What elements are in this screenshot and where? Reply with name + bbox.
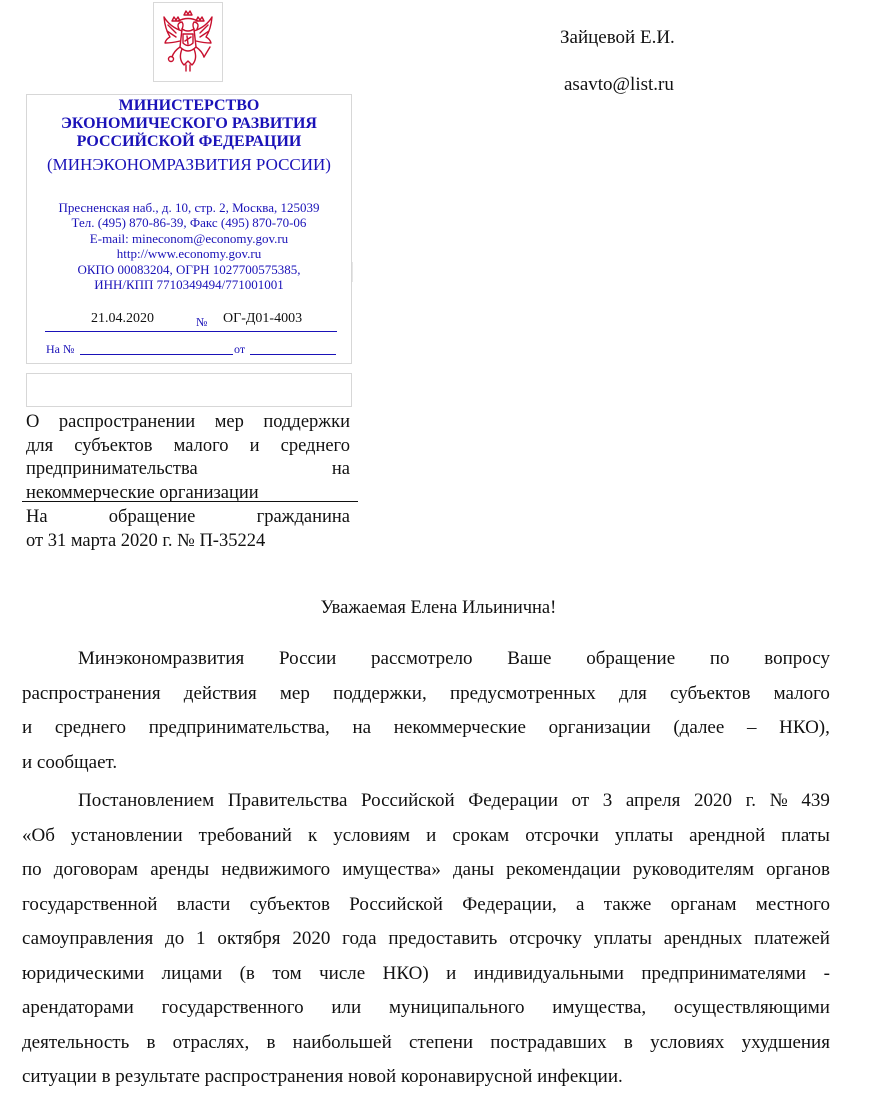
reference-date-label: от [234, 342, 246, 356]
word: (далее [673, 717, 725, 738]
word: некоммерческие организации [26, 482, 259, 503]
word: Ваше [507, 648, 552, 669]
ministry-title [27, 97, 351, 151]
word: 2020 [694, 790, 732, 811]
subject-line [26, 458, 350, 482]
ministry-title-line: МИНИСТЕРСТВО [118, 97, 260, 114]
word: аренды [150, 859, 210, 880]
russian-coat-of-arms-icon [160, 7, 216, 77]
word: государственной [22, 893, 158, 915]
word: в [146, 1031, 156, 1053]
ministry-contacts [27, 200, 351, 292]
word: (в [239, 962, 255, 984]
text-line [22, 853, 830, 888]
number-sign: № [196, 315, 208, 329]
word: арендных [663, 928, 743, 949]
ministry-stamp [26, 94, 352, 364]
outgoing-date-number-row [45, 311, 337, 332]
word: субъектов [670, 682, 751, 704]
word: или [331, 997, 362, 1018]
ministry-short-name: (МИНЭКОНОМРАЗВИТИЯ РОССИИ) [47, 155, 331, 174]
text-line [22, 957, 830, 992]
reference-number-line [80, 354, 233, 355]
word: муниципального [388, 997, 525, 1018]
word: даны [452, 859, 495, 880]
text-line [22, 677, 830, 712]
word: в [266, 1031, 276, 1053]
word: вопросу [764, 648, 830, 669]
word: от 31 марта 2020 г. № П-35224 [26, 530, 266, 551]
outgoing-date: 21.04.2020 [91, 311, 154, 326]
word: государственного [161, 997, 304, 1018]
word: № [769, 790, 788, 811]
emblem-frame [153, 2, 223, 82]
word: числе [319, 962, 366, 984]
ministry-email: E-mail: mineconom@economy.gov.ru [89, 230, 289, 246]
incoming-reference-row [46, 343, 338, 357]
word: также [603, 893, 652, 915]
word: уплаты [593, 928, 652, 949]
text-line [22, 819, 830, 854]
word: На [26, 507, 48, 527]
addressee-email: asavto@list.ru [564, 74, 674, 95]
word: осуществляющими [673, 997, 830, 1018]
word: ухудшения [741, 1031, 830, 1053]
salutation: Уважаемая Елена Ильинична! [320, 598, 557, 618]
word: власти [176, 893, 231, 915]
word: условиях [650, 1031, 725, 1053]
word: договорам [53, 859, 139, 880]
outgoing-number: ОГ-Д01-4003 [223, 311, 303, 326]
word: установлении [70, 824, 183, 846]
word: апреля [625, 790, 681, 811]
word: обращение [108, 507, 196, 527]
word: и сообщает. [22, 751, 118, 773]
word: а [576, 893, 585, 915]
word: некоммерческие [393, 717, 526, 738]
word: органам [670, 893, 737, 915]
word: лицами [161, 962, 223, 984]
word: отсрочки [525, 824, 599, 846]
word: ситуации в результате распространения новой коронавирусной инфекции. [22, 1066, 623, 1087]
ministry-okpo-ogrn: ОКПО 00083204, ОГРН 1027700575385, [77, 261, 301, 277]
word: имущества» [342, 859, 441, 880]
stamp-edge-mark [350, 262, 353, 282]
word: деятельность [22, 1031, 130, 1053]
word: платежей [754, 928, 830, 949]
word: Российской [361, 790, 455, 811]
word: срокам [452, 824, 510, 846]
word: Российской [349, 893, 443, 915]
word: – [746, 717, 757, 738]
body-paragraph-2 [22, 784, 830, 1095]
word: предусмотренных [449, 682, 596, 704]
word: среднего [280, 435, 350, 456]
word: и [249, 435, 260, 456]
reference-date-line [250, 354, 336, 355]
word: имущества, [552, 997, 647, 1018]
word: для [618, 682, 647, 704]
word: малого [173, 435, 229, 456]
word: действия [183, 682, 257, 704]
word: требований [198, 824, 292, 846]
ministry-phone: Тел. (495) 870-86-39, Факс (495) 870-70-06 [71, 215, 307, 231]
word: по [22, 859, 42, 880]
reply-line [26, 506, 350, 530]
word: г. [745, 790, 757, 811]
word: на [331, 459, 350, 479]
text-line [22, 711, 830, 746]
word: от [571, 790, 590, 811]
word: мер [214, 412, 244, 432]
text-line [22, 642, 830, 677]
ministry-title-line: ЭКОНОМИЧЕСКОГО РАЗВИТИЯ [61, 115, 317, 132]
word: октября [217, 928, 281, 949]
word: среднего [54, 717, 127, 738]
ministry-address: Пресненская наб., д. 10, стр. 2, Москва, 125039 [58, 200, 320, 215]
reference-number-label: На № [46, 342, 75, 356]
word: индивидуальными [473, 962, 624, 984]
body-paragraph-1 [22, 642, 830, 780]
text-line [22, 746, 830, 781]
text-line [22, 922, 830, 957]
word: субъектов [74, 435, 153, 456]
word: НКО) [382, 962, 429, 984]
word: поддержки [263, 412, 350, 432]
empty-field-box [26, 373, 352, 407]
word: НКО), [779, 717, 830, 738]
word: рекомендации [506, 859, 621, 880]
word: руководителям [632, 859, 754, 880]
word: организации [548, 717, 651, 738]
letter-subject [26, 411, 350, 505]
word: предоставить [388, 928, 498, 949]
word: гражданина [256, 507, 350, 527]
word: Федерации [468, 790, 558, 811]
word: Минэкономразвития [78, 648, 245, 669]
word: 439 [801, 790, 830, 811]
word: рассмотрело [371, 648, 473, 669]
word: арендной [689, 824, 766, 846]
text-line [22, 991, 830, 1026]
subject-line [26, 435, 350, 459]
word: О [26, 412, 40, 432]
word: пострадавших [490, 1031, 607, 1053]
word: отсрочку [509, 928, 582, 949]
word: мер [279, 682, 310, 704]
word: 1 [196, 928, 206, 949]
word: 3 [602, 790, 613, 811]
word: России [279, 648, 337, 669]
word: субъектов [249, 893, 330, 915]
word: «Об [22, 824, 55, 846]
word: - [823, 962, 830, 984]
word: года [342, 928, 377, 949]
word: и [22, 717, 33, 738]
word: платы [781, 824, 830, 846]
word: степени [408, 1031, 474, 1053]
ministry-inn-kpp: ИНН/КПП 7710349494/771001001 [94, 277, 284, 293]
word: для [26, 435, 54, 456]
reply-reference [26, 506, 350, 553]
word: распространении [58, 412, 196, 432]
subject-line [26, 411, 350, 435]
word: малого [773, 682, 830, 704]
word: и [446, 962, 457, 984]
word: распространения [22, 682, 161, 704]
word: условиям [333, 824, 411, 846]
text-line [22, 888, 830, 923]
text-line [22, 1060, 830, 1095]
word: Федерации, [462, 893, 557, 915]
word: арендаторами [22, 997, 134, 1018]
word: и [426, 824, 437, 846]
word: на [352, 717, 372, 738]
word: самоуправления [22, 928, 154, 949]
word: до [165, 928, 185, 949]
text-line [22, 784, 830, 819]
ministry-title-line: РОССИЙСКОЙ ФЕДЕРАЦИИ [76, 133, 302, 150]
word: органов [766, 859, 830, 880]
word: том [272, 962, 302, 984]
word: предпринимательства, [148, 717, 330, 738]
word: уплаты [614, 824, 674, 846]
word: Постановлением [78, 790, 215, 811]
text-line [22, 1026, 830, 1061]
ministry-website: http://www.economy.gov.ru [116, 246, 262, 262]
word: местного [755, 893, 830, 915]
word: недвижимого [221, 859, 331, 880]
word: к [308, 824, 318, 846]
word: в [623, 1031, 633, 1053]
word: Правительства [227, 790, 348, 811]
reply-line [26, 530, 350, 554]
word: по [709, 648, 730, 669]
word: поддержки, [333, 682, 427, 704]
word: отраслях, [172, 1031, 250, 1053]
word: предпринимательства [26, 459, 198, 479]
word: обращение [586, 648, 676, 669]
word: предпринимателями [641, 962, 807, 984]
subject-divider [22, 501, 358, 502]
word: наибольшей [292, 1031, 392, 1053]
word: 2020 [292, 928, 331, 949]
word: юридическими [22, 962, 145, 984]
addressee-name: Зайцевой Е.И. [560, 27, 675, 48]
